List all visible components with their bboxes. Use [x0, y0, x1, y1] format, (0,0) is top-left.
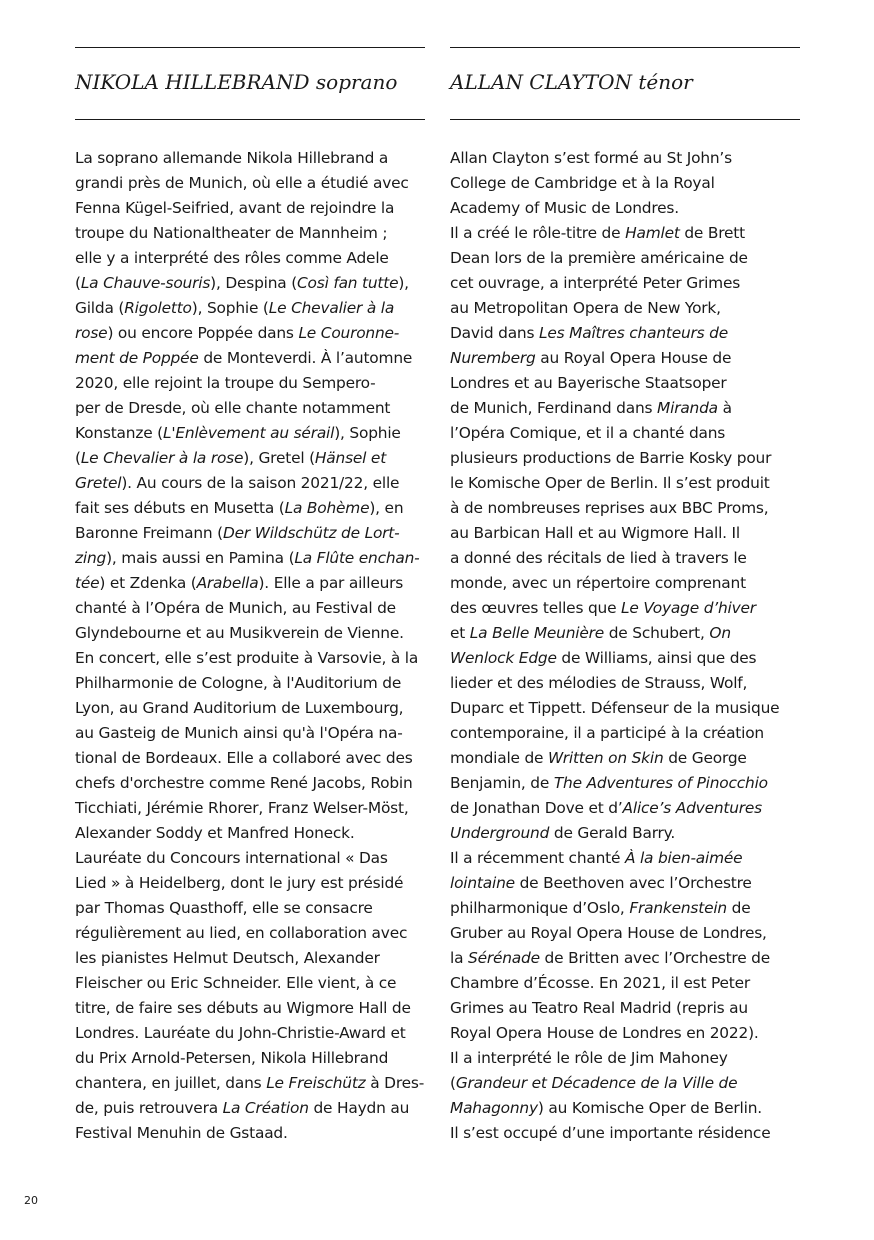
text-run: de Munich, Ferdinand dans — [450, 399, 658, 417]
italic-title: Miranda — [657, 399, 718, 417]
text-line — [450, 196, 800, 221]
text-run: Gilda ( — [75, 299, 125, 317]
text-run: des œuvres telles que — [450, 599, 622, 617]
text-line — [450, 171, 800, 196]
text-run: Lauréate du Concours international « Das — [75, 849, 388, 867]
text-run: par Thomas Quasthoff, elle se consacre — [75, 899, 373, 917]
text-run: de George — [663, 749, 747, 767]
italic-title: zing — [75, 549, 107, 567]
text-run: à de nombreuses reprises aux BBC Proms, — [450, 499, 769, 517]
text-line — [450, 146, 800, 171]
artist-name: NIKOLA HILLEBRAND — [75, 70, 310, 94]
text-run: à — [717, 399, 732, 417]
italic-title: Grandeur et Décadence de la Ville de — [455, 1074, 738, 1092]
heading-bottom-rule — [75, 119, 425, 120]
artist-heading — [75, 68, 425, 96]
text-line — [450, 221, 800, 246]
page-number: 20 — [24, 1194, 38, 1207]
italic-title: La Chauve-souris — [80, 274, 211, 292]
text-run: au Gasteig de Munich ainsi qu'à l'Opéra na- — [75, 724, 403, 742]
text-line — [75, 571, 425, 596]
text-run: de Schubert, — [604, 624, 710, 642]
text-line — [450, 346, 800, 371]
text-run: ), — [398, 274, 409, 292]
text-run: grandi près de Munich, où elle a étudié avec — [75, 174, 409, 192]
text-line — [450, 871, 800, 896]
text-line — [75, 746, 425, 771]
text-line — [75, 371, 425, 396]
text-line — [450, 946, 800, 971]
text-run: de Gerald Barry. — [549, 824, 676, 842]
text-line — [75, 996, 425, 1021]
text-run: monde, avec un répertoire comprenant — [450, 574, 746, 592]
italic-title: Nuremberg — [450, 349, 536, 367]
italic-title: Le Freischütz — [266, 1074, 366, 1092]
text-run: philharmonique d’Oslo, — [450, 899, 630, 917]
text-run: de Jonathan Dove et d’ — [450, 799, 623, 817]
text-line — [450, 571, 800, 596]
italic-title: Arabella — [196, 574, 259, 592]
text-line — [450, 971, 800, 996]
italic-title: L'Enlèvement au sérail — [162, 424, 335, 442]
heading-top-rule — [75, 47, 425, 48]
text-line — [450, 396, 800, 421]
text-run: la — [450, 949, 468, 967]
text-run: chantera, en juillet, dans — [75, 1074, 267, 1092]
text-run: de, puis retrouvera — [75, 1099, 223, 1117]
text-line — [75, 171, 425, 196]
text-line — [75, 771, 425, 796]
text-line — [450, 1096, 800, 1121]
biography-text — [75, 146, 425, 1146]
text-run: Lied » à Heidelberg, dont le jury est présidé — [75, 874, 404, 892]
text-run: ), Gretel ( — [243, 449, 315, 467]
text-run: Il a créé le rôle-titre de — [450, 224, 626, 242]
text-line — [450, 671, 800, 696]
text-run: ) et Zdenka ( — [99, 574, 197, 592]
text-run: de Brett — [679, 224, 745, 242]
italic-title: Written on Skin — [548, 749, 664, 767]
text-run: Konstanze ( — [75, 424, 163, 442]
text-line — [450, 246, 800, 271]
text-line — [75, 1046, 425, 1071]
text-run: à Dres- — [365, 1074, 425, 1092]
italic-title: La Création — [222, 1099, 309, 1117]
text-line — [450, 1121, 800, 1146]
text-line — [75, 296, 425, 321]
text-run: titre, de faire ses débuts au Wigmore Hall de — [75, 999, 411, 1017]
text-run: ). Elle a par ailleurs — [258, 574, 404, 592]
text-line — [450, 471, 800, 496]
text-line — [450, 596, 800, 621]
italic-title: Der Wildschütz de Lort- — [222, 524, 400, 542]
italic-title: Hamlet — [625, 224, 680, 242]
italic-title: Frankenstein — [629, 899, 727, 917]
text-line — [75, 1096, 425, 1121]
text-run: ), Sophie — [334, 424, 401, 442]
text-line — [450, 496, 800, 521]
text-line — [450, 796, 800, 821]
text-run: les pianistes Helmut Deutsch, Alexander — [75, 949, 380, 967]
italic-title: Le Couronne- — [298, 324, 400, 342]
text-run: le Komische Oper de Berlin. Il s’est produit — [450, 474, 770, 492]
text-line — [450, 421, 800, 446]
text-run: Benjamin, de — [450, 774, 554, 792]
text-run: contemporaine, il a participé à la création — [450, 724, 764, 742]
text-line — [75, 721, 425, 746]
text-run: Londres et au Bayerische Staatsoper — [450, 374, 727, 392]
text-run: et — [450, 624, 470, 642]
text-line — [75, 421, 425, 446]
text-line — [75, 1121, 425, 1146]
text-run: ), en — [369, 499, 404, 517]
text-line — [75, 621, 425, 646]
text-run: Ticchiati, Jérémie Rhorer, Franz Welser-Möst, — [75, 799, 409, 817]
text-run: Duparc et Tippett. Défenseur de la musique — [450, 699, 780, 717]
text-run: chefs d'orchestre comme René Jacobs, Robin — [75, 774, 413, 792]
text-line — [450, 721, 800, 746]
text-line — [450, 296, 800, 321]
text-run: Chambre d’Écosse. En 2021, il est Peter — [450, 974, 751, 992]
text-run: mondiale de — [450, 749, 549, 767]
text-line — [450, 521, 800, 546]
text-run: Philharmonie de Cologne, à l'Auditorium de — [75, 674, 402, 692]
text-line — [75, 221, 425, 246]
italic-title: Le Chevalier à la rose — [80, 449, 244, 467]
text-line — [450, 896, 800, 921]
italic-title: Mahagonny — [450, 1099, 538, 1117]
italic-title: Alice’s Adventures — [622, 799, 762, 817]
text-run: au Royal Opera House de — [535, 349, 732, 367]
italic-title: lointaine — [450, 874, 515, 892]
text-run: de Haydn au — [308, 1099, 410, 1117]
biography-text — [450, 146, 800, 1146]
text-run: de Beethoven avec l’Orchestre — [514, 874, 752, 892]
text-run: elle y a interprété des rôles comme Adele — [75, 249, 389, 267]
text-run: régulièrement au lied, en collaboration avec — [75, 924, 408, 942]
text-line — [75, 646, 425, 671]
text-line — [75, 1071, 425, 1096]
text-run: ( — [75, 274, 81, 292]
text-run: l’Opéra Comique, et il a chanté dans — [450, 424, 726, 442]
italic-title: tée — [75, 574, 100, 592]
text-run: Fleischer ou Eric Schneider. Elle vient, à ce — [75, 974, 397, 992]
text-run: de Williams, ainsi que des — [556, 649, 757, 667]
text-run: Academy of Music de Londres. — [450, 199, 679, 217]
heading-bottom-rule — [450, 119, 800, 120]
text-line — [450, 646, 800, 671]
text-run: Alexander Soddy et Manfred Honeck. — [75, 824, 355, 842]
text-run: troupe du Nationaltheater de Mannheim ; — [75, 224, 388, 242]
text-run: Il s’est occupé d’une importante résidence — [450, 1124, 771, 1142]
text-run: a donné des récitals de lied à travers le — [450, 549, 747, 567]
italic-title: Wenlock Edge — [450, 649, 557, 667]
italic-title: Underground — [450, 824, 550, 842]
text-run: plusieurs productions de Barrie Kosky pour — [450, 449, 772, 467]
italic-title: ment de Poppée — [75, 349, 199, 367]
text-line — [75, 971, 425, 996]
artist-heading — [450, 68, 800, 96]
text-line — [75, 246, 425, 271]
text-line — [450, 846, 800, 871]
text-line — [75, 796, 425, 821]
text-line — [75, 496, 425, 521]
text-run: Grimes au Teatro Real Madrid (repris au — [450, 999, 748, 1017]
text-line — [75, 396, 425, 421]
italic-title: Sérénade — [468, 949, 540, 967]
text-line — [450, 921, 800, 946]
text-run: au Barbican Hall et au Wigmore Hall. Il — [450, 524, 740, 542]
italic-title: La Flûte enchan- — [294, 549, 420, 567]
text-run: chanté à l’Opéra de Munich, au Festival de — [75, 599, 396, 617]
artist-role: ténor — [638, 70, 693, 94]
text-run: tional de Bordeaux. Elle a collaboré avec des — [75, 749, 413, 767]
text-line — [450, 1071, 800, 1096]
text-line — [75, 921, 425, 946]
text-run: La soprano allemande Nikola Hillebrand a — [75, 149, 389, 167]
text-line — [75, 696, 425, 721]
text-run: 2020, elle rejoint la troupe du Sempero- — [75, 374, 376, 392]
text-line — [450, 1021, 800, 1046]
text-line — [75, 346, 425, 371]
text-run: Gruber au Royal Opera House de Londres, — [450, 924, 767, 942]
text-line — [75, 521, 425, 546]
italic-title: Les Maîtres chanteurs de — [539, 324, 729, 342]
text-line — [450, 321, 800, 346]
text-line — [75, 446, 425, 471]
italic-title: À la bien-aimée — [624, 849, 743, 867]
text-line — [450, 771, 800, 796]
text-run: ) au Komische Oper de Berlin. — [537, 1099, 762, 1117]
italic-title: Rigoletto — [124, 299, 192, 317]
text-run: lieder et des mélodies de Strauss, Wolf, — [450, 674, 748, 692]
text-run: du Prix Arnold-Petersen, Nikola Hillebrand — [75, 1049, 389, 1067]
text-run: Londres. Lauréate du John-Christie-Award et — [75, 1024, 406, 1042]
text-line — [450, 546, 800, 571]
text-line — [75, 846, 425, 871]
heading-top-rule — [450, 47, 800, 48]
text-line — [450, 821, 800, 846]
text-line — [450, 271, 800, 296]
text-run: Il a interprété le rôle de Jim Mahoney — [450, 1049, 728, 1067]
text-line — [450, 621, 800, 646]
text-line — [75, 1021, 425, 1046]
text-run: Dean lors de la première américaine de — [450, 249, 748, 267]
text-run: En concert, elle s’est produite à Varsovie, à la — [75, 649, 419, 667]
italic-title: Gretel — [75, 474, 122, 492]
text-line — [450, 1046, 800, 1071]
text-line — [75, 146, 425, 171]
text-run: fait ses débuts en Musetta ( — [75, 499, 285, 517]
text-line — [75, 471, 425, 496]
italic-title: Le Voyage d’hiver — [621, 599, 756, 617]
text-run: ( — [75, 449, 81, 467]
text-run: Festival Menuhin de Gstaad. — [75, 1124, 288, 1142]
artist-name: ALLAN CLAYTON — [450, 70, 632, 94]
text-run: ), Sophie ( — [191, 299, 269, 317]
text-run: per de Dresde, où elle chante notamment — [75, 399, 391, 417]
text-line — [450, 696, 800, 721]
text-line — [450, 371, 800, 396]
artist-role: soprano — [315, 70, 398, 94]
italic-title: Così fan tutte — [297, 274, 399, 292]
italic-title: The Adventures of Pinocchio — [553, 774, 768, 792]
text-line — [75, 596, 425, 621]
text-run: ) ou encore Poppée dans — [107, 324, 299, 342]
text-run: Fenna Kügel-Seifried, avant de rejoindre la — [75, 199, 395, 217]
text-run: de Monteverdi. À l’automne — [198, 349, 413, 367]
italic-title: On — [709, 624, 731, 642]
italic-title: Le Chevalier à la — [268, 299, 395, 317]
text-run: de Britten avec l’Orchestre de — [539, 949, 770, 967]
text-run: de — [726, 899, 751, 917]
text-run: ). Au cours de la saison 2021/22, elle — [121, 474, 400, 492]
text-line — [450, 746, 800, 771]
text-run: Glyndebourne et au Musikverein de Vienne. — [75, 624, 404, 642]
text-line — [75, 821, 425, 846]
text-line — [75, 896, 425, 921]
text-run: Royal Opera House de Londres en 2022). — [450, 1024, 759, 1042]
italic-title: La Belle Meunière — [469, 624, 605, 642]
italic-title: rose — [75, 324, 108, 342]
text-run: Il a récemment chanté — [450, 849, 625, 867]
text-run: ), Despina ( — [210, 274, 297, 292]
text-line — [75, 946, 425, 971]
italic-title: La Bohème — [284, 499, 370, 517]
italic-title: Hänsel et — [314, 449, 387, 467]
text-line — [75, 271, 425, 296]
text-line — [450, 446, 800, 471]
text-line — [75, 196, 425, 221]
text-run: au Metropolitan Opera de New York, — [450, 299, 721, 317]
text-line — [75, 871, 425, 896]
text-run: ( — [450, 1074, 456, 1092]
text-run: cet ouvrage, a interprété Peter Grimes — [450, 274, 741, 292]
text-line — [75, 321, 425, 346]
text-line — [450, 996, 800, 1021]
text-run: Allan Clayton s’est formé au St John’s — [450, 149, 732, 167]
text-line — [75, 671, 425, 696]
text-run: Baronne Freimann ( — [75, 524, 223, 542]
text-run: David dans — [450, 324, 539, 342]
text-line — [75, 546, 425, 571]
text-run: ), mais aussi en Pamina ( — [106, 549, 295, 567]
text-run: College de Cambridge et à la Royal — [450, 174, 715, 192]
text-run: Lyon, au Grand Auditorium de Luxembourg, — [75, 699, 404, 717]
